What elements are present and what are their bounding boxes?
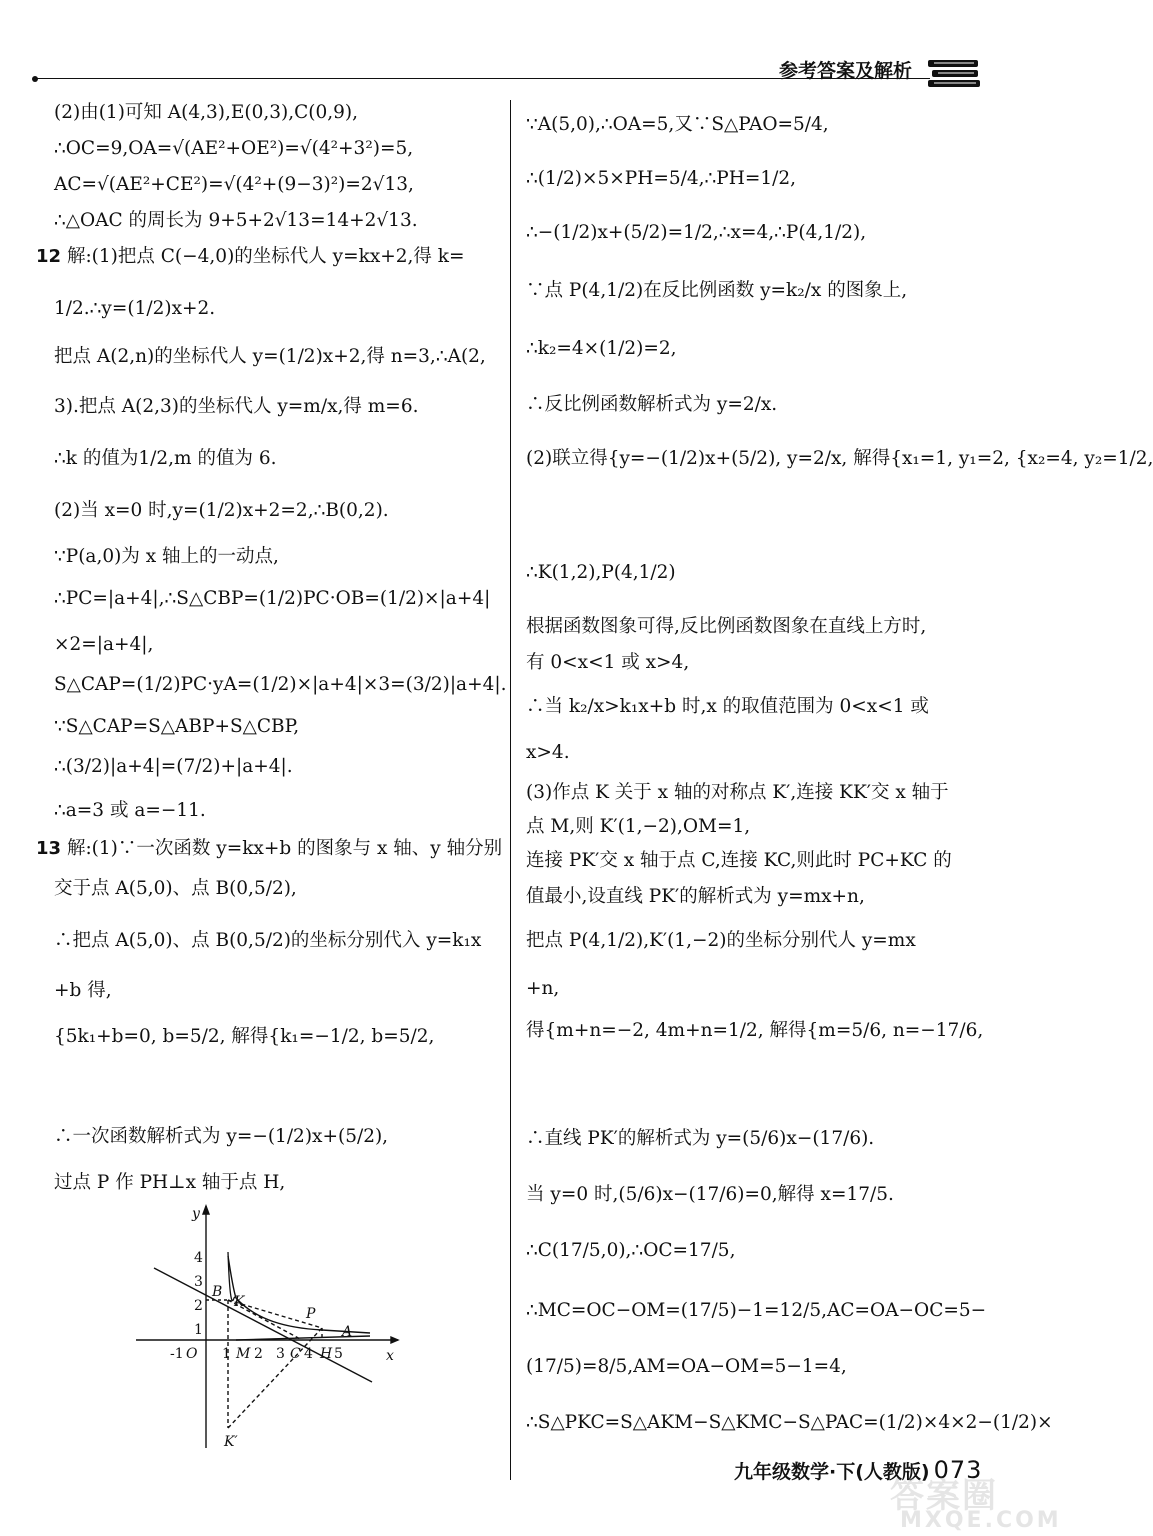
line-content: 当 y=0 时,(5/6)x−(17/6)=0,解得 x=17/5.	[526, 1184, 894, 1205]
right-text-line	[526, 1358, 847, 1377]
origin-label: O	[186, 1346, 198, 1362]
point-m-label: M	[236, 1346, 251, 1362]
point-c-label: C	[290, 1346, 301, 1362]
right-text-line	[526, 340, 677, 359]
point-b-label: B	[212, 1284, 223, 1300]
question-number: 13	[36, 838, 62, 859]
line-ab	[154, 1268, 372, 1382]
segment-pk-prime	[228, 1328, 322, 1428]
line-content: +b 得,	[54, 980, 112, 1001]
watermark-logo-text: 答案圈	[890, 1476, 998, 1516]
right-text-line	[526, 282, 907, 301]
right-text-line	[526, 698, 929, 717]
right-text-line	[526, 396, 777, 415]
line-content: AC=√(AE²+CE²)=√(4²+(9−3)²)=2√13,	[54, 174, 414, 195]
right-text-line	[526, 932, 916, 951]
right-text-line	[526, 744, 570, 763]
right-text-line	[526, 1186, 894, 1205]
line-content: 1/2.∴y=(1/2)x+2.	[54, 298, 216, 319]
line-content: 得{m+n=−2, 4m+n=1/2, 解得{m=5/6, n=−17/6,	[526, 1020, 984, 1041]
line-content: ∴一次函数解析式为 y=−(1/2)x+(5/2),	[54, 1126, 389, 1147]
x-tick-neg1: -1	[170, 1346, 184, 1362]
line-content: ∴a=3 或 a=−11.	[54, 800, 206, 821]
question-number: 12	[36, 246, 62, 267]
right-text-line	[526, 888, 865, 907]
line-content: ∵A(5,0),∴OA=5,又∵S△PAO=5/4,	[526, 114, 829, 135]
line-content: ∵S△CAP=S△ABP+S△CBP,	[54, 716, 300, 737]
left-text-line	[54, 548, 279, 567]
point-a-label: A	[342, 1324, 353, 1340]
left-text-line	[54, 802, 206, 821]
line-content: ∴−(1/2)x+(5/2)=1/2,∴x=4,∴P(4,1/2),	[526, 222, 867, 243]
page-header	[30, 56, 990, 96]
line-content: ∴C(17/5,0),∴OC=17/5,	[526, 1240, 736, 1261]
line-content: ×2=|a+4|,	[54, 634, 154, 655]
right-text-line	[526, 1130, 874, 1149]
line-content: ∴MC=OC−OM=(17/5)−1=12/5,AC=OA−OC=5−	[526, 1300, 987, 1321]
book-stack-icon	[926, 56, 984, 92]
left-text-line	[54, 982, 112, 1001]
y-tick-3: 3	[194, 1274, 203, 1290]
line-content: ∵点 P(4,1/2)在反比例函数 y=k₂/x 的图象上,	[526, 280, 908, 301]
y-tick-2: 2	[194, 1298, 203, 1314]
right-text-line	[526, 818, 750, 837]
right-text-line	[526, 116, 829, 135]
line-content: 根据函数图象可得,反比例函数图象在直线上方时,	[526, 616, 927, 637]
right-text-line	[526, 980, 559, 999]
header-title: 参考答案及解析	[778, 60, 912, 82]
left-text-line	[54, 676, 506, 695]
left-text-line	[54, 140, 413, 159]
left-text-line	[54, 880, 297, 899]
line-content: (2)由(1)可知 A(4,3),E(0,3),C(0,9),	[54, 102, 359, 123]
right-text-line	[526, 1242, 735, 1261]
line-content: (3)作点 K 关于 x 轴的对称点 K′,连接 KK′交 x 轴于	[526, 782, 949, 803]
right-text-line	[526, 1022, 983, 1041]
line-content: (2)当 x=0 时,y=(1/2)x+2=2,∴B(0,2).	[54, 500, 389, 521]
left-text-line	[54, 348, 486, 367]
left-text-line	[54, 176, 414, 195]
x-axis-label: x	[386, 1348, 394, 1364]
left-text-line	[54, 1028, 434, 1047]
line-content: 值最小,设直线 PK′的解析式为 y=mx+n,	[526, 886, 865, 907]
y-axis-label: y	[192, 1206, 200, 1222]
line-content: 解:(1)把点 C(−4,0)的坐标代人 y=kx+2,得 k=	[66, 246, 465, 267]
x-tick-2: 2	[254, 1346, 263, 1362]
line-content: ∴OC=9,OA=√(AE²+OE²)=√(4²+3²)=5,	[54, 138, 414, 159]
left-text-line	[36, 840, 502, 859]
line-content: ∴(3/2)|a+4|=(7/2)+|a+4|.	[54, 756, 293, 777]
left-text-line	[54, 502, 389, 521]
right-text-line	[526, 654, 689, 673]
watermark-url: MXQE.COM	[900, 1508, 1062, 1533]
left-text-line	[36, 248, 465, 267]
line-content: (2)联立得{y=−(1/2)x+(5/2), y=2/x, 解得{x₁=1, y₁=2, {x₂=4, y₂=1/2,	[526, 448, 1153, 469]
line-content: (17/5)=8/5,AM=OA−OM=5−1=4,	[526, 1356, 847, 1377]
left-text-line	[54, 398, 418, 417]
line-content: {5k₁+b=0, b=5/2, 解得{k₁=−1/2, b=5/2,	[54, 1026, 435, 1047]
left-text-line	[54, 212, 418, 231]
line-content: ∴当 k₂/x>k₁x+b 时,x 的取值范围为 0<x<1 或	[526, 696, 929, 717]
right-text-line	[526, 170, 796, 189]
line-content: ∴直线 PK′的解析式为 y=(5/6)x−(17/6).	[526, 1128, 875, 1149]
line-content: ∴k₂=4×(1/2)=2,	[526, 338, 677, 359]
line-content: ∴反比例函数解析式为 y=2/x.	[526, 394, 778, 415]
right-text-line	[526, 1302, 986, 1321]
line-content: ∴(1/2)×5×PH=5/4,∴PH=1/2,	[526, 168, 796, 189]
line-content: 过点 P 作 PH⊥x 轴于点 H,	[54, 1172, 286, 1193]
line-content: 连接 PK′交 x 轴于点 C,连接 KC,则此时 PC+KC 的	[526, 850, 952, 871]
page-number: 073	[933, 1456, 983, 1484]
left-text-line	[54, 932, 481, 951]
line-content: ∴把点 A(5,0)、点 B(0,5/2)的坐标分别代入 y=k₁x	[54, 930, 482, 951]
line-content: x>4.	[526, 742, 570, 763]
line-content: ∴S△PKC=S△AKM−S△KMC−S△PAC=(1/2)×4×2−(1/2)×	[526, 1412, 1053, 1433]
x-tick-1: 1	[222, 1346, 231, 1362]
left-text-line	[54, 450, 276, 469]
line-content: ∵P(a,0)为 x 轴上的一动点,	[54, 546, 279, 567]
y-tick-1: 1	[194, 1322, 203, 1338]
line-content: 3).把点 A(2,3)的坐标代人 y=m/x,得 m=6.	[54, 396, 419, 417]
function-graph-figure	[136, 1202, 406, 1450]
right-text-line	[526, 450, 1153, 469]
line-content: ∴PC=|a+4|,∴S△CBP=(1/2)PC·OB=(1/2)×|a+4|	[54, 588, 491, 609]
line-content: 点 M,则 K′(1,−2),OM=1,	[526, 816, 751, 837]
line-content: +n,	[526, 978, 560, 999]
line-content: 把点 A(2,n)的坐标代人 y=(1/2)x+2,得 n=3,∴A(2,	[54, 346, 486, 367]
point-h-label: H	[320, 1346, 333, 1362]
watermark	[880, 1470, 1076, 1536]
left-text-line	[54, 300, 215, 319]
left-text-line	[54, 590, 490, 609]
right-text-line	[526, 1414, 1053, 1433]
line-content: ∴K(1,2),P(4,1/2)	[526, 562, 676, 583]
header-bullet	[32, 76, 38, 82]
line-content: 有 0<x<1 或 x>4,	[526, 652, 690, 673]
point-p-label: P	[306, 1306, 316, 1322]
y-tick-4: 4	[194, 1250, 203, 1266]
left-text-line	[54, 1128, 388, 1147]
left-text-line	[54, 1174, 285, 1193]
x-tick-4: 4	[304, 1346, 313, 1362]
line-content: 交于点 A(5,0)、点 B(0,5/2),	[54, 878, 297, 899]
hyperbola-branch	[228, 1256, 370, 1333]
line-content: S△CAP=(1/2)PC·yA=(1/2)×|a+4|×3=(3/2)|a+4|.	[54, 674, 507, 695]
line-content: ∴△OAC 的周长为 9+5+2√13=14+2√13.	[54, 210, 418, 231]
x-tick-3: 3	[276, 1346, 285, 1362]
right-text-line	[526, 784, 949, 803]
right-text-line	[526, 852, 952, 871]
right-text-line	[526, 618, 926, 637]
right-text-line	[526, 564, 676, 583]
point-k-prime-label: K′	[224, 1434, 238, 1450]
column-divider	[510, 100, 511, 1480]
line-content: 把点 P(4,1/2),K′(1,−2)的坐标分别代人 y=mx	[526, 930, 916, 951]
footer-book-title: 九年级数学·下(人教版)	[734, 1461, 930, 1483]
left-text-line	[54, 718, 299, 737]
left-text-line	[54, 636, 153, 655]
line-content: 解:(1)∵一次函数 y=kx+b 的图象与 x 轴、y 轴分别	[66, 838, 503, 859]
left-text-line	[54, 758, 293, 777]
point-k-label: K	[234, 1294, 245, 1310]
line-content: ∴k 的值为1/2,m 的值为 6.	[54, 448, 277, 469]
right-text-line	[526, 224, 866, 243]
left-text-line	[54, 104, 358, 123]
x-tick-5: 5	[334, 1346, 343, 1362]
